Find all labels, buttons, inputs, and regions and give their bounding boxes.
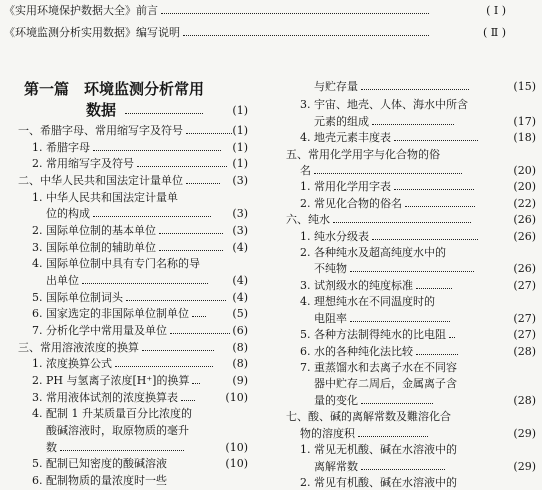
toc-entry xyxy=(18,174,223,188)
entry-text: 不纯物 xyxy=(314,262,347,275)
toc-entry xyxy=(300,295,435,309)
entry-text: 1. 浓度换算公式 xyxy=(32,357,112,370)
page-number: (8) xyxy=(232,341,248,354)
page-number: (20) xyxy=(513,164,536,177)
toc-entry xyxy=(32,191,178,205)
toc-entry xyxy=(300,345,461,359)
toc-entry xyxy=(32,224,226,238)
page-number: (1) xyxy=(232,104,248,117)
page-number: (5) xyxy=(232,307,248,320)
page-number: (3) xyxy=(232,174,248,187)
toc-entry xyxy=(32,141,224,155)
entry-text: 一、希腊字母、常用缩写字及符号 xyxy=(18,124,183,137)
leader-dots xyxy=(394,132,478,141)
leader-dots xyxy=(115,358,213,367)
entry-text: 1. 常用化学用字表 xyxy=(300,180,391,193)
entry-text: 2. 常见有机酸、碱在水溶液中的 xyxy=(300,476,457,489)
leader-dots xyxy=(137,158,227,167)
entry-text: 3. 国际单位制的辅助单位 xyxy=(32,241,156,254)
toc-entry xyxy=(300,443,457,457)
toc-entry xyxy=(300,180,477,194)
entry-text: 出单位 xyxy=(46,274,79,287)
toc-entry xyxy=(32,291,229,305)
entry-text: 位的构成 xyxy=(46,207,90,220)
leader-dots xyxy=(170,325,230,334)
entry-text: 《环境监测分析实用数据》编写说明 xyxy=(4,26,180,39)
toc-entry xyxy=(300,131,481,145)
toc-entry xyxy=(286,213,474,227)
toc-entry xyxy=(32,457,173,471)
page-number: (6) xyxy=(232,324,248,337)
entry-text: 五、常用化学用字与化合物的俗 xyxy=(286,148,440,161)
page-number: (1) xyxy=(232,124,248,137)
toc-entry xyxy=(314,262,477,276)
entry-text: 4. 国际单位制中具有专门名称的导 xyxy=(32,257,200,270)
toc-entry xyxy=(32,474,167,488)
toc-entry xyxy=(32,357,216,371)
page-number: (17) xyxy=(513,115,536,128)
leader-dots xyxy=(93,208,211,217)
leader-dots xyxy=(192,375,200,384)
page-number: (15) xyxy=(513,80,536,93)
leader-dots xyxy=(181,392,195,401)
page-number: (26) xyxy=(513,230,536,243)
toc-front-entry xyxy=(4,26,458,40)
entry-text: 1. 常见无机酸、碱在水溶液中的 xyxy=(300,443,457,456)
page-number: (1) xyxy=(232,141,248,154)
entry-text: 酸碱溶液时，取原物质的毫升 xyxy=(46,424,189,437)
part-title: 第一篇 环境监测分析常用 xyxy=(24,80,205,98)
leader-dots xyxy=(358,428,428,437)
page-number: ( Ⅱ ) xyxy=(482,26,506,39)
toc-entry xyxy=(32,241,226,255)
toc-entry xyxy=(18,124,235,138)
page-number: (4) xyxy=(232,241,248,254)
page-number: (4) xyxy=(232,274,248,287)
toc-entry xyxy=(300,197,478,211)
entry-text: 与贮存量 xyxy=(314,80,358,93)
toc-entry xyxy=(314,80,472,94)
leader-dots xyxy=(449,329,455,338)
entry-text: 3. 试剂级水的纯度标准 xyxy=(300,279,413,292)
entry-text: 3. 宇宙、地壳、人体、海水中所含 xyxy=(300,98,468,111)
page-number: (29) xyxy=(513,460,536,473)
entry-text: 七、酸、碱的离解常数及難溶化合 xyxy=(286,410,451,423)
leader-dots xyxy=(192,308,206,317)
page-number: (10) xyxy=(225,457,248,470)
entry-text: 1. 纯水分级表 xyxy=(300,230,369,243)
page-number: (27) xyxy=(513,312,536,325)
entry-text: 六、纯水 xyxy=(286,213,330,226)
entry-text: 5. 配制已知密度的酸碱溶液 xyxy=(32,457,167,470)
entry-text: 器中贮存二周后，金属离子含 xyxy=(314,377,457,390)
page-number: (22) xyxy=(513,197,536,210)
entry-text: 5. 国际单位制词头 xyxy=(32,291,123,304)
toc-entry xyxy=(286,410,451,424)
leader-dots xyxy=(142,342,214,351)
entry-text: 名 xyxy=(300,164,311,177)
leader-dots xyxy=(82,275,208,284)
entry-text: 《实用环境保护数据大全》前言 xyxy=(4,4,158,17)
part-title-cont xyxy=(86,101,116,119)
leader-dots xyxy=(126,292,226,301)
toc-entry xyxy=(46,441,187,455)
leader-dots xyxy=(183,27,429,36)
toc-entry xyxy=(314,312,453,326)
leader-dots xyxy=(372,231,478,240)
page-number: (27) xyxy=(513,279,536,292)
entry-text: 4. 理想纯水在不同温度时的 xyxy=(300,295,435,308)
toc-entry xyxy=(286,148,440,162)
page-number: (29) xyxy=(513,427,536,440)
entry-text: 2. 常用缩写字及符号 xyxy=(32,157,134,170)
entry-text: 6. 国家选定的非国际单位制单位 xyxy=(32,307,189,320)
entry-text: 数 xyxy=(46,441,57,454)
toc-entry xyxy=(300,246,446,260)
page-number: (9) xyxy=(232,374,248,387)
toc-entry xyxy=(300,476,457,490)
leader-dots xyxy=(159,242,223,251)
toc-entry xyxy=(32,324,233,338)
entry-text: 5. 各种方法制得纯水的比电阻 xyxy=(300,328,446,341)
toc-entry xyxy=(32,374,203,388)
toc-entry xyxy=(46,424,189,438)
leader-dots xyxy=(416,280,452,289)
entry-text: 7. 重蒸馏水和去离子水在不同容 xyxy=(300,361,457,374)
entry-text: 4. 配制 1 升某质量百分比浓度的 xyxy=(32,407,192,420)
toc-entry xyxy=(300,427,431,441)
page-number: (10) xyxy=(225,391,248,404)
entry-text: 1. 希腊字母 xyxy=(32,141,90,154)
toc-entry xyxy=(314,115,457,129)
entry-text: 量的变化 xyxy=(314,394,358,407)
page-number: (28) xyxy=(513,345,536,358)
page-number: (10) xyxy=(225,441,248,454)
toc-entry xyxy=(300,361,457,375)
leader-dots xyxy=(394,181,474,190)
toc-entry xyxy=(300,230,481,244)
entry-text: 2. 各种纯水及超高纯度水中的 xyxy=(300,246,446,259)
leader-dots xyxy=(159,225,223,234)
leader-dots xyxy=(361,461,445,470)
leader-dots xyxy=(125,105,203,114)
leader-dots xyxy=(361,395,433,404)
entry-text: 4. 地壳元素丰度表 xyxy=(300,131,391,144)
toc-entry xyxy=(46,207,214,221)
leader-dots xyxy=(350,263,474,272)
part-leader xyxy=(122,104,206,118)
entry-text: 6. 水的各种纯化法比较 xyxy=(300,345,413,358)
leader-dots xyxy=(60,442,184,451)
toc-entry xyxy=(300,98,468,112)
toc-entry xyxy=(314,394,436,408)
leader-dots xyxy=(161,5,429,14)
entry-text: 物的溶度积 xyxy=(300,427,355,440)
entry-text: 元素的组成 xyxy=(314,115,369,128)
toc-entry xyxy=(314,377,457,391)
toc-entry xyxy=(46,274,211,288)
toc-front-entry xyxy=(4,4,458,18)
page-number: (18) xyxy=(513,131,536,144)
toc-entry xyxy=(18,341,217,355)
toc-entry xyxy=(32,407,192,421)
leader-dots xyxy=(314,165,462,174)
leader-dots xyxy=(361,81,469,90)
entry-text: 1. 中华人民共和国法定计量单 xyxy=(32,191,178,204)
page-number: (26) xyxy=(513,262,536,275)
entry-text: 7. 分析化学中常用量及单位 xyxy=(32,324,167,337)
entry-text: 三、常用溶液浓度的换算 xyxy=(18,341,139,354)
page-number: (3) xyxy=(232,224,248,237)
toc-entry xyxy=(32,157,230,171)
leader-dots xyxy=(186,125,232,134)
page-number: (20) xyxy=(513,180,536,193)
entry-text: 离解常数 xyxy=(314,460,358,473)
page-number: (4) xyxy=(232,291,248,304)
leader-dots xyxy=(405,198,475,207)
leader-dots xyxy=(186,175,220,184)
page-number: (26) xyxy=(513,213,536,226)
entry-text: 2. 常见化合物的俗名 xyxy=(300,197,402,210)
leader-dots xyxy=(333,214,471,223)
leader-dots xyxy=(350,313,450,322)
leader-dots xyxy=(416,346,458,355)
page-number: ( I ) xyxy=(486,4,506,17)
page-number: (28) xyxy=(513,394,536,407)
leader-dots xyxy=(372,116,454,125)
toc-entry xyxy=(300,164,465,178)
toc-entry xyxy=(300,328,458,342)
page-number: (27) xyxy=(513,328,536,341)
entry-text: 电阻率 xyxy=(314,312,347,325)
leader-dots xyxy=(93,142,221,151)
toc-entry xyxy=(32,257,200,271)
page-number: (1) xyxy=(232,157,248,170)
toc-entry xyxy=(32,307,209,321)
page-number: (8) xyxy=(232,357,248,370)
entry-text: 二、中华人民共和国法定计量单位 xyxy=(18,174,183,187)
part-title-cont-text: 数据 xyxy=(86,101,117,119)
entry-text: 6. 配制物质的量浓度时一些 xyxy=(32,474,167,487)
page-number: (3) xyxy=(232,207,248,220)
toc-entry xyxy=(32,391,198,405)
toc-entry xyxy=(300,279,455,293)
toc-entry xyxy=(314,460,448,474)
entry-text: 2. PH 与氢离子浓度[H⁺]的换算 xyxy=(32,374,190,387)
entry-text: 2. 国际单位制的基本单位 xyxy=(32,224,156,237)
entry-text: 3. 常用液体试剂的浓度换算表 xyxy=(32,391,178,404)
